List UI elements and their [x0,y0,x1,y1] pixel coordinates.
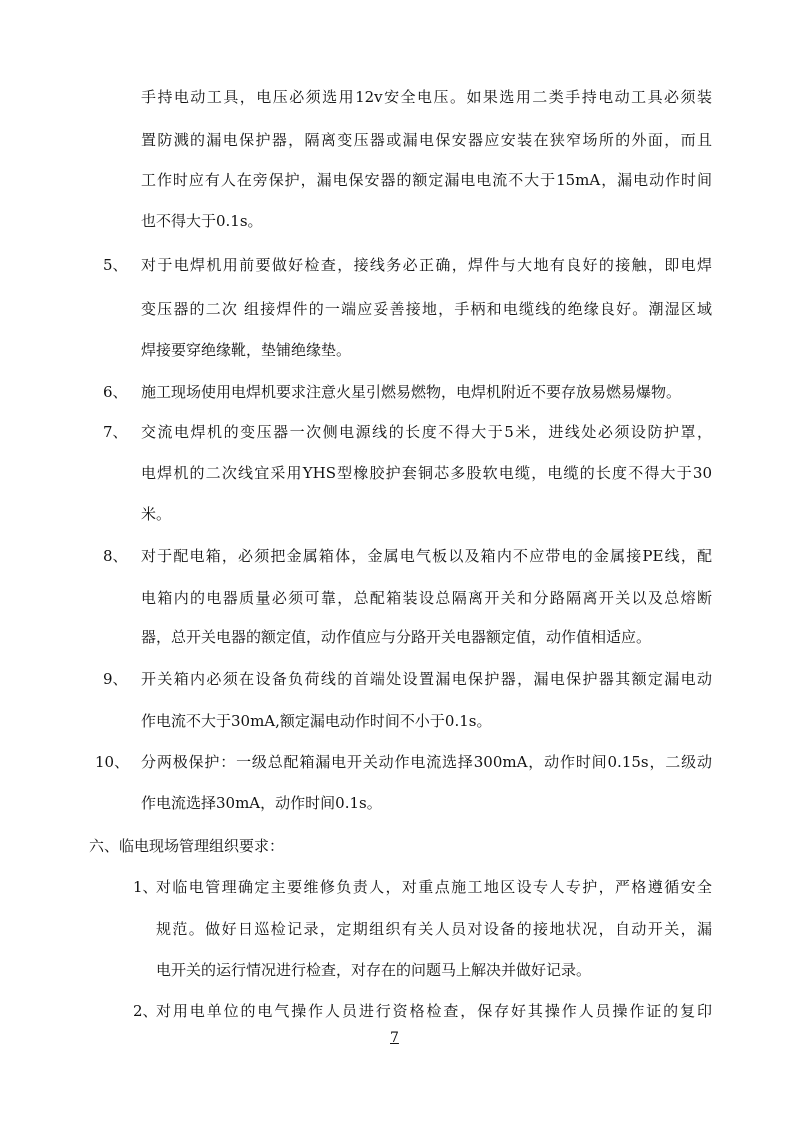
list-item-line: 施工现场使用电焊机要求注意火星引燃易燃物，电焊机附近不要存放易燃易爆物。 [141,383,682,401]
paragraph-line: 也不得大于0.1s。 [141,212,263,230]
list-number: 7、 [103,423,128,441]
paragraph-line: 手持电动工具，电压必须选用12v安全电压。如果选用二类手持电动工具必须装 [141,88,712,106]
page-number: 7 [390,1030,399,1046]
section-heading: 六、临电现场管理组织要求： [89,837,285,855]
list-item-line: 米。 [141,505,172,523]
list-number: 1、 [133,878,158,896]
paragraph-line: 工作时应有人在旁保护，漏电保安器的额定漏电电流不大于15mA，漏电动作时间 [141,171,712,189]
list-number: 6、 [103,383,128,401]
list-item-line: 器，总开关电器的额定值，动作值应与分路开关电器额定值，动作值相适应。 [141,628,652,646]
list-item-line: 电焊机的二次线宜采用YHS型橡胶护套铜芯多股软电缆，电缆的长度不得大于30 [141,464,712,482]
list-item-line: 开关箱内必须在设备负荷线的首端处设置漏电保护器，漏电保护器其额定漏电动 [141,670,712,688]
list-item-line: 电箱内的电器质量必须可靠，总配箱装设总隔离开关和分路隔离开关以及总熔断 [141,589,712,607]
list-item-line: 对用电单位的电气操作人员进行资格检查，保存好其操作人员操作证的复印 [156,1002,712,1020]
list-item-line: 分两极保护：一级总配箱漏电开关动作电流选择300mA，动作时间0.15s，二级动 [141,753,712,771]
list-number: 9、 [103,670,128,688]
list-number: 10、 [95,753,130,771]
list-item-line: 交流电焊机的变压器一次侧电源线的长度不得大于5米，进线处必须设防护罩， [141,423,712,441]
list-number: 5、 [103,256,128,274]
list-item-line: 规范。做好日巡检记录，定期组织有关人员对设备的接地状况，自动开关，漏 [156,920,712,938]
list-item-line: 对于电焊机用前要做好检查，接线务必正确，焊件与大地有良好的接触，即电焊 [141,256,712,274]
list-item-line: 作电流不大于30mA,额定漏电动作时间不小于0.1s。 [141,712,492,730]
list-item-line: 焊接要穿绝缘靴，垫铺绝缘垫。 [141,341,352,359]
paragraph-line: 置防溅的漏电保护器，隔离变压器或漏电保安器应安装在狭窄场所的外面，而且 [141,131,712,149]
list-item-line: 作电流选择30mA，动作时间0.1s。 [141,794,382,812]
list-item-line: 变压器的二次 组接焊件的一端应妥善接地，手柄和电缆线的绝缘良好。潮湿区域 [141,300,712,318]
list-item-line: 对临电管理确定主要维修负责人，对重点施工地区设专人专护，严格遵循安全 [156,878,712,896]
list-item-line: 对于配电箱，必须把金属箱体，金属电气板以及箱内不应带电的金属接PE线，配 [141,547,712,565]
list-number: 8、 [103,547,128,565]
list-item-line: 电开关的运行情况进行检查，对存在的问题马上解决并做好记录。 [156,961,592,979]
list-number: 2、 [133,1002,158,1020]
